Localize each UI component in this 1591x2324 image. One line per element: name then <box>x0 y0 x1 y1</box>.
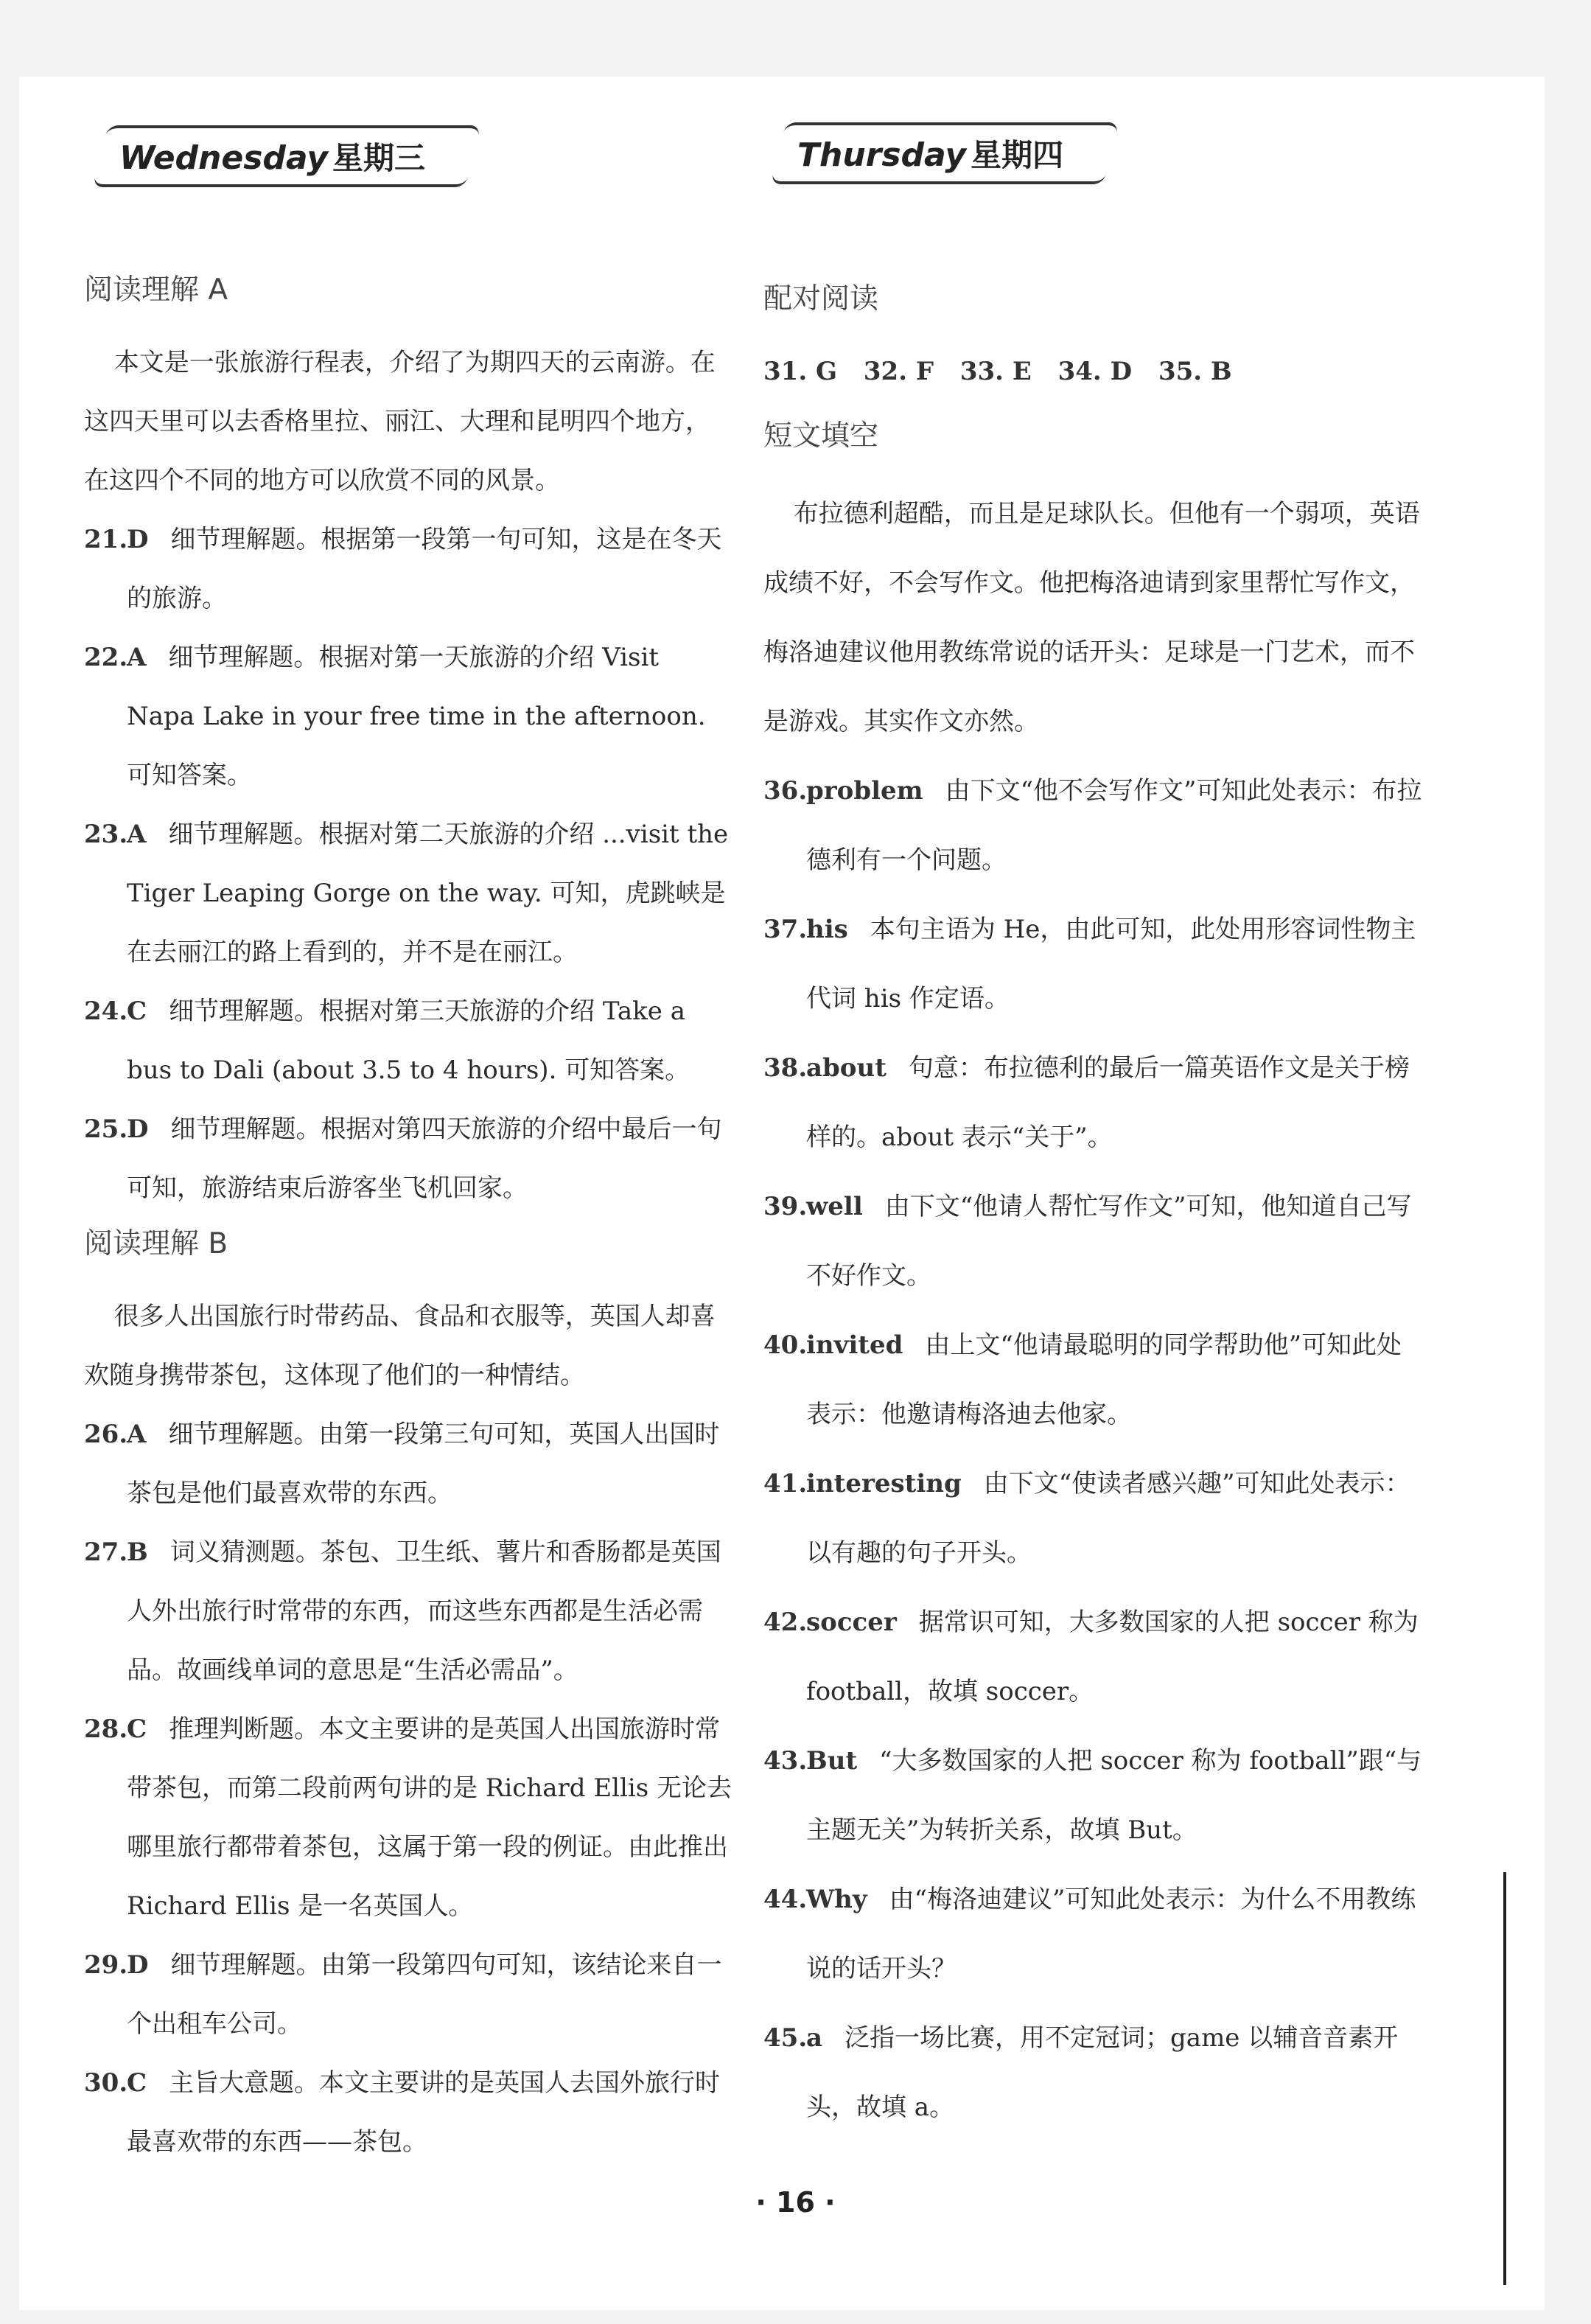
answer-item: 38. about 句意：布拉德利的最后一篇英语作文是关于榜样的。about 表示“关于”。 <box>763 1053 1410 1152</box>
reading-b-intro: 很多人出国旅行时带药品、食品和衣服等，英国人却喜欢随身携带茶包，这体现了他们的一种情结。 <box>84 1302 716 1390</box>
cloze-intro: 布拉德利超酷，而且是足球队长。但他有一个弱项，英语成绩不好，不会写作文。他把梅洛迪请到家里帮忙写作文，梅洛迪建议他用教练常说的话开头：足球是一门艺术，而不是游戏。其实作文亦然。 <box>763 499 1420 736</box>
reading-b-title: 阅读理解 B <box>84 1227 228 1260</box>
answer-item: 41. interesting 由下文“使读者感兴趣”可知此处表示：以有趣的句子开头。 <box>763 1469 1410 1568</box>
matching-title: 配对阅读 <box>763 282 879 315</box>
reading-a-title: 阅读理解 A <box>84 273 228 307</box>
margin-line <box>1503 1872 1506 2285</box>
reading-b-items <box>84 1405 732 2171</box>
reading-a-items <box>84 510 732 1218</box>
cloze-items <box>763 756 1427 2142</box>
answer-item: 42. soccer 据常识可知，大多数国家的人把 soccer 称为 football，故填 soccer。 <box>763 1608 1419 1706</box>
answer-item: 28. C 推理判断题。本文主要讲的是英国人出国旅游时常带茶包，而第二段前两句讲的是 Richard Ellis 无论去哪里旅行都带着茶包，这属于第一段的例证。由此推出 Richard Ellis 是一名英国人。 <box>84 1714 732 1921</box>
answer-item: 45. a 泛指一场比赛，用不定冠词；game 以辅音音素开头，故填 a。 <box>763 2023 1399 2122</box>
wednesday-label: Wednesday <box>119 139 328 177</box>
cloze-title: 短文填空 <box>763 419 879 453</box>
wednesday-zh-label: 星期三 <box>332 140 425 176</box>
answer-item: 27. B 词义猜测题。茶包、卫生纸、薯片和香肠都是英国人外出旅行时常带的东西，而这些东西都是生活必需品。故画线单词的意思是“生活必需品”。 <box>84 1538 721 1685</box>
answer-item: 23. A 细节理解题。根据对第二天旅游的介绍 ...visit the Tiger Leaping Gorge on the way. 可知，虎跳峡是在去丽江的路上看到的，并不是在丽江。 <box>84 820 729 967</box>
answer-item: 22. A 细节理解题。根据对第一天旅游的介绍 Visit Napa Lake in your free time in the afternoon. 可知答案。 <box>84 643 706 790</box>
answer-item: 37. his 本句主语为 He，由此可知，此处用形容词性物主代词 his 作定语。 <box>763 915 1416 1013</box>
left-column <box>84 268 732 2171</box>
answer-item: 39. well 由下文“他请人帮忙写作文”可知，他知道自己写不好作文。 <box>763 1192 1412 1291</box>
thursday-zh-label: 星期四 <box>971 137 1064 173</box>
answer-item: 40. invited 由上文“他请最聪明的同学帮助他”可知此处表示：他邀请梅洛迪去他家。 <box>763 1330 1402 1429</box>
thursday-label: Thursday <box>797 136 967 174</box>
answer-item: 43. But “大多数国家的人把 soccer 称为 football”跟“与主题无关”为转折关系，故填 But。 <box>763 1746 1422 1845</box>
answer-item: 36. problem 由下文“他不会写作文”可知此处表示：布拉德利有一个问题。 <box>763 776 1422 875</box>
answer-item: 30. C 主旨大意题。本文主要讲的是英国人去国外旅行时最喜欢带的东西——茶包。 <box>84 2068 721 2157</box>
answer-item: 44. Why 由“梅洛迪建议”可知此处表示：为什么不用教练说的话开头？ <box>763 1885 1416 1983</box>
right-column <box>763 277 1427 2142</box>
wednesday-banner <box>93 125 481 187</box>
answer-item: 24. C 细节理解题。根据对第三天旅游的介绍 Take a bus to Dali (about 3.5 to 4 hours). 可知答案。 <box>84 997 690 1085</box>
matching-answers: 31. G 32. F 33. E 34. D 35. B <box>763 357 1232 386</box>
reading-a-intro: 本文是一张旅游行程表，介绍了为期四天的云南游。在这四天里可以去香格里拉、丽江、大理和昆明四个地方，在这四个不同的地方可以欣赏不同的风景。 <box>84 348 716 495</box>
answer-item: 26. A 细节理解题。由第一段第三句可知，英国人出国时茶包是他们最喜欢带的东西。 <box>84 1420 720 1508</box>
answer-item: 29. D 细节理解题。由第一段第四句可知，该结论来自一个出租车公司。 <box>84 1950 722 2039</box>
answer-item: 25. D 细节理解题。根据对第四天旅游的介绍中最后一句可知，旅游结束后游客坐飞机回家。 <box>84 1114 722 1203</box>
page-number: · 16 · <box>755 2186 836 2219</box>
thursday-banner <box>771 122 1119 184</box>
answer-item: 21. D 细节理解题。根据第一段第一句可知，这是在冬天的旅游。 <box>84 525 722 613</box>
